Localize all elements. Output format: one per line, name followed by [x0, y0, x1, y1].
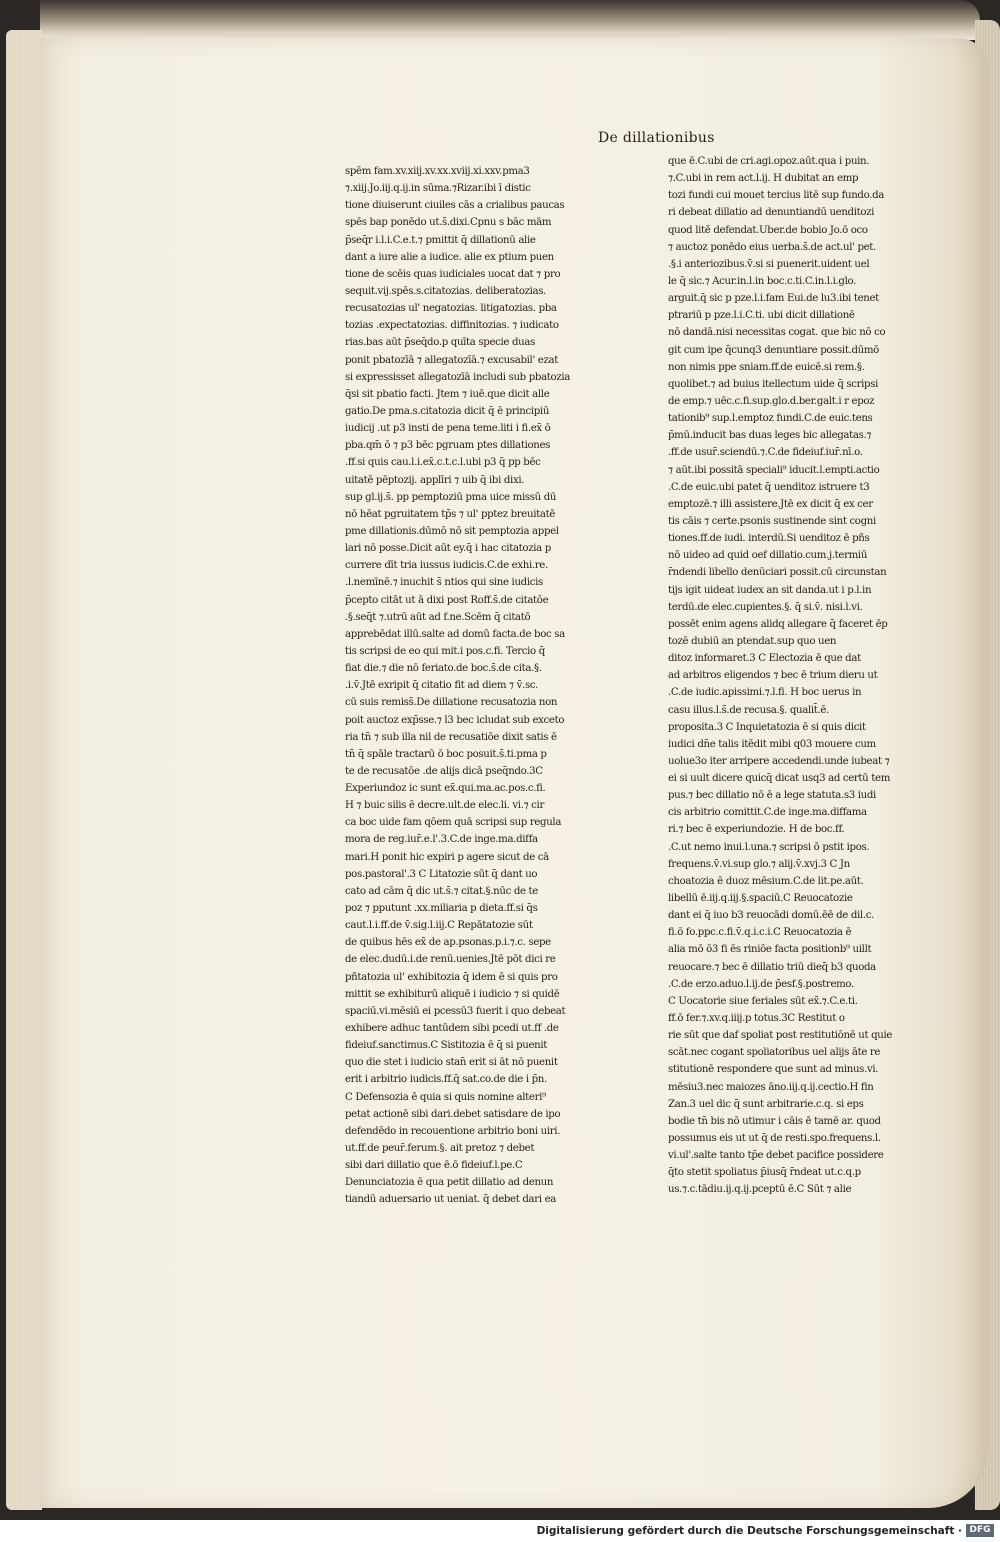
text-line: Experiundoz ic sunt ex̄.qui.ma.ac.pos.c.fi. — [345, 783, 546, 795]
text-column-right — [668, 153, 936, 1199]
text-line: H ⁊ buic silis ē decre.ult.de elec.li. vi.⁊ cir — [345, 800, 544, 812]
text-line: .C.de euic.ubi patet q̄ uenditoz istruere t3 — [668, 481, 870, 493]
text-line: ri.⁊ bec ē experiundozie. H de boc.ff. — [668, 824, 845, 836]
text-line: q̄si sit pbatio facti. Jtem ⁊ iuē.que dicit alle — [345, 388, 550, 400]
text-line: tiones.ff.de iudi. interdū.Si uenditoz ē pñs — [668, 533, 870, 545]
text-line: .l.nemīnē.⁊ inuchit s̄ ntios qui sine iudicis — [345, 577, 543, 589]
text-line: pme dillationis.dūmō nō sit pemptozia appel — [345, 525, 559, 537]
text-line: frequens.v̄.vi.sup glo.⁊ alij.v̄.xvj.3 C Jn — [668, 858, 850, 870]
text-line: arguit.q̄ sic p pze.l.i.fam Eui.de lu3.ibi tenet — [668, 293, 879, 305]
text-line: emptozē.⁊ illi assistere.Jtē ex dicit q̄ ex cer — [668, 498, 873, 510]
text-line: iudicij .ut p3 insti de pena teme.liti i fi.ex̄ ō — [345, 423, 551, 435]
text-line: petat actionē sibi dari.debet satisdare de ipo — [345, 1108, 561, 1120]
text-line: .§.i anteriozibus.v̄.si si puenerit.uident uel — [668, 258, 870, 270]
text-line: ⁊.xiij.Jo.iij.q.ij.in sūma.⁊Rizar.ibi ī distic — [345, 183, 531, 195]
text-line: mittit se exhibiturū aliquē i iudicio ⁊ si quidē — [345, 988, 560, 1000]
text-line: cū suis remiss̄.De dillatione recusatozia non — [345, 697, 558, 709]
text-line: .C.ut nemo inui.l.una.⁊ scripsi ō pstit ipos. — [668, 841, 870, 853]
text-line: tozias .expectatozias. diffinitozias. ⁊ iudicato — [345, 320, 559, 332]
text-line: tozi fundi cui mouet tercius litē sup fundo.da — [668, 190, 884, 202]
text-line: apprebēdat illū.salte ad domū facta.de boc sa — [345, 628, 565, 640]
text-line: fiat die.⁊ die nō feriato.de boc.s̄.de cita.§. — [345, 663, 542, 675]
text-line: .C.de erzo.aduo.l.ij.de p̄esf.§.postremo. — [668, 978, 854, 990]
text-line: lari nō posse.Dicit aūt ey.q̄ i hac citatozia p — [345, 543, 551, 555]
text-line: pñtatozia ul' exhibitozia q̄ idem ē si quis pro — [345, 971, 558, 983]
text-line: que ē.C.ubi de cri.agi.opoz.aūt.qua i puin. — [668, 156, 870, 167]
text-line: tiandū aduersario ut ueniat. q̄ debet dari ea — [345, 1194, 556, 1206]
text-line: ri debeat dillatio ad denuntiandū uenditozi — [668, 207, 875, 219]
text-line: ut.ff.de peur̄.ferum.§. ait pretoz ⁊ debet — [345, 1143, 535, 1155]
text-line: possēt enim agens alidq allegare q̄ faceret ēp — [668, 618, 888, 630]
text-line: le q̄ sic.⁊ Acur.in.l.in boc.c.ti.C.in.l.i.glo. — [668, 275, 856, 287]
text-line: Denunciatozia ē qua petit dillatio ad denun — [345, 1177, 554, 1189]
text-line: sibi dari dillatio que ē.ō fideiuf.l.pe.C — [345, 1160, 523, 1172]
text-line: iudici dn̄e talis itēdit mibi q03 mouere cum — [668, 738, 876, 750]
text-line: gatio.De pma.s.citatozia dicit q̄ ē principiū — [345, 405, 550, 417]
text-line: spēs bap ponēdo ut.s̄.dixi.Cpnu s bāc mām — [345, 217, 552, 229]
text-line: sequit.vij.spēs.s.citatozias. deliberatozias. — [345, 285, 547, 297]
text-line: reuocare.⁊ bec ē dillatio triū dieq̄ b3 quoda — [668, 961, 876, 973]
text-line: libellū ē.iij.q.iij.§.spaciū.C Reuocatozie — [668, 893, 853, 905]
text-line: alia mō ō3 fi ēs riniōe facta positionb⁹ uillt — [668, 944, 872, 956]
text-line: ⁊ auctoz ponēdo eius uerba.s̄.de act.ul' pet. — [668, 241, 876, 253]
text-line: si expressisset allegatozīā includi sub pbatozia — [345, 371, 570, 383]
text-line: terdū.de elec.cupientes.§. q̄ si.v̄. nisi.l.vi. — [668, 601, 863, 613]
text-line: pos.pastoral'.3 C Litatozie sūt q̄ dant uo — [345, 868, 538, 880]
text-line: q̄to stetit spoliatus p̄iusq̄ r̄ndeat ut.c.q.p — [668, 1167, 861, 1179]
text-line: de elec.dudū.i.de renū.uenies.Jtē pōt dici re — [345, 954, 556, 966]
text-column-left — [345, 163, 610, 1209]
text-line: r̄ndendi libello denūciari possit.cū circunstan — [668, 567, 887, 579]
text-line: dant ei q̄ iuo b3 reuocādi domū.ēē de dil.c. — [668, 910, 874, 922]
text-line: pba.qm̄ ō ⁊ p3 bēc pgruam ptes dillationes — [345, 440, 551, 452]
text-line: ff.ō fer.⁊.xv.q.iiij.p totus.3C Restitut o — [668, 1013, 845, 1025]
text-line: uitatē pēptozij. applīri ⁊ uib q̄ ibi dixi. — [345, 474, 525, 486]
text-line: mēsiu3.nec maiozes āno.iij.q.ij.cectio.H fin — [668, 1081, 874, 1093]
text-line: tijs igit uideat iudex an sit danda.ut i p.l.in — [668, 584, 872, 596]
text-line: defendēdo in recouentione arbitrio boni uiri. — [345, 1125, 561, 1137]
text-line: scāt.nec cogant spoliatoribus uel alijs āte re — [668, 1047, 881, 1059]
text-line: mari.H ponit hic expiri p agere sicut de cā — [345, 851, 549, 863]
text-line: C Uocatorie siue feriales sūt ex̄.⁊.C.e.ti. — [668, 995, 858, 1007]
text-line: possumus eis ut ut q̄ de resti.spo.frequens.l. — [668, 1133, 881, 1145]
text-line: proposita.3 C Inquietatozia ē si quis dicit — [668, 721, 866, 733]
text-line: ei si uult dicere quicq̄ dicat usq3 ad certū tem — [668, 773, 891, 785]
text-line: tozē dubiū an ptendat.sup quo uen — [668, 635, 837, 647]
book-page-stack-left — [6, 30, 42, 1510]
text-line: caut.l.i.ff.de v̄.sig.l.iij.C Repātatozie sūt — [345, 920, 533, 932]
text-line: tn̄ q̄ spāle tractarū ō boc posuit.s̄.ti.pma p — [345, 748, 547, 760]
text-line: erit i arbitrio iudicis.ff.q̄ sat.co.de die i p̄n. — [345, 1074, 547, 1086]
text-line: de emp.⁊ uēc.c.fi.sup.glo.d.ber.galt.i r epoz — [668, 395, 875, 407]
text-line: quod litē defendat.Uber.de bobio Jo.ō oco — [668, 224, 868, 236]
text-line: .i.v̄.Jtē exripit q̄ citatio fit ad diem ⁊ v̄.sc. — [345, 680, 539, 692]
text-line: bodie tn̄ bis nō utimur i cāis ē tamē ar. quod — [668, 1115, 881, 1127]
text-line: choatozia ē duoz mēsium.C.de lit.pe.aūt. — [668, 875, 864, 887]
text-line: ditoz informaret.3 C Electozia ē que dat — [668, 653, 861, 665]
text-line: cato ad cām q̄ dic ut.s̄.⁊ citat.§.nūc de te — [345, 885, 538, 897]
text-line: tis cāis ⁊ certe.psonis sustinende sint cogni — [668, 515, 876, 527]
text-line: de quibus hēs ex̄ de ap.psonas.p.i.⁊.c. sepe — [345, 937, 551, 949]
text-line: fideiuf.sanctimus.C Sistitozia ē q̄ si puenit — [345, 1040, 548, 1052]
text-line: us.⁊.c.tādiu.ij.q.ij.pceptū ē.C Sūt ⁊ alie — [668, 1184, 852, 1196]
text-line: fi.ō fo.ppc.c.fi.v̄.q.i.c.i.C Reuocatozia ē — [668, 927, 852, 939]
dfg-logo: DFG — [966, 1524, 994, 1537]
text-line: spaciū.vi.mēsiū ei pcessū3 fuerit i quo debeat — [345, 1005, 566, 1017]
text-line: .§.seq̄t ⁊.utrū aūt ad f.ne.Scēm q̄ citatō — [345, 611, 531, 623]
text-line: git cum ipe q̄cunq3 denuntiare possit.dūmō — [668, 344, 879, 356]
text-line: casu illus.l.s̄.de recusa.§. qualit̄.ē. — [668, 704, 829, 716]
text-line: rias.bas aūt p̄seq̄do.p quīta specie duas — [345, 337, 535, 349]
footer-credit: Digitalisierung gefördert durch die Deutsche Forschungsgemeinschaft · — [536, 1525, 962, 1537]
text-line: tione diuiserunt ciuiles cās a crialibus paucas — [345, 200, 565, 212]
text-line: poit auctoz exp̄sse.⁊ l3 bec icludat sub exceto — [345, 714, 565, 726]
text-line: non nimis ppe sniam.ff.de euicē.si rem.§. — [668, 361, 865, 373]
text-line: .C.de iudic.apissimi.⁊.l.fi. H boc uerus in — [668, 687, 862, 699]
text-line: rie sūt que daf spoliat post restitutiōnē ut quie — [668, 1030, 893, 1042]
text-line: uolue3o iter arripere accedendi.unde iubeat ⁊ — [668, 755, 890, 767]
text-line: nō uideo ad quid oef dillatio.cum.j.termiū — [668, 550, 868, 562]
text-line: pus.⁊ bec dillatio nō ē a lege statuta.s3 iudi — [668, 790, 876, 802]
text-line: stitutionē respondere que sunt ad minus.vi. — [668, 1064, 879, 1076]
text-line: C Defensozia ē quia si quis nomine alteri⁹ — [345, 1091, 546, 1103]
text-line: p̄seq̄r i.l.i.C.e.t.⁊ pmittit q̄ dillationū alie — [345, 234, 536, 246]
text-line: te de recusatōe .de alijs dicā pseq̄ndo.3C — [345, 765, 543, 777]
text-line: ca boc uide fam qōem quā scripsi sup regula — [345, 817, 562, 829]
text-line: poz ⁊ pputunt .xx.miliaria p dieta.ff.si q̄s — [345, 903, 538, 915]
text-line: sup gl.ij.s̄. pp pemptoziū pma uice missū dū — [345, 491, 557, 503]
text-line: dant a iure alie a iudice. alie ex ptium puen — [345, 251, 554, 263]
text-line: .ff.si quis cau.l.i.ex̄.c.t.c.l.ubi p3 q̄ pp bēc — [345, 457, 541, 469]
text-line: tione de scēis quas iudiciales uocat dat ⁊ pro — [345, 268, 561, 280]
text-line: tationib⁹ sup.l.emptoz fundi.C.de euic.tens — [668, 413, 873, 425]
text-line: ponit pbatozīā ⁊ allegatozīā.⁊ excusabil' ezat — [345, 354, 558, 366]
text-line: nō dandā.nisi necessitas cogat. que bic nō co — [668, 327, 886, 339]
text-line: p̄mū.inducit bas duas leges bic allegatas.⁊ — [668, 430, 872, 442]
text-line: tis scripsi de eo qui mit.i pos.c.fi. Tercio q̄ — [345, 645, 545, 657]
book-top-edge — [40, 0, 980, 40]
text-line: mora de reg.iur̄.e.l'.3.C.de inge.ma.diffa — [345, 834, 538, 846]
text-line: .ff.de usur̄.sciendū.⁊.C.de fideiuf.iur̄.nī.o. — [668, 447, 863, 459]
text-line: spēm fam.xv.xiij.xv.xx.xviij.xi.xxv.pma3 — [345, 166, 530, 177]
text-line: vi.ul'.salte tanto tp̄e debet pacifice possidere — [668, 1150, 884, 1162]
text-line: ptrariū p pze.l.i.C.ti. ubi dicit dillationē — [668, 310, 855, 322]
text-line: p̄cepto citāt ut ā dixi post Roff.s̄.de citatōe — [345, 594, 549, 606]
text-line: ⁊ aūt.ibi possitā speciali⁹ iducit.l.empti.actio — [668, 464, 880, 476]
text-line: currere dīt tria iussus iudicis.C.de exhi.re. — [345, 560, 548, 572]
text-line: quolibet.⁊ ad buius itellectum uide q̄ scripsi — [668, 378, 878, 390]
text-line: quo die stet i iudicio stan̄ erit si āt nō puenit — [345, 1057, 558, 1069]
text-line: nō hēat pgruitatem tp̄s ⁊ ul' pptez breuitatē — [345, 508, 555, 520]
text-line: ria tn̄ ⁊ sub illa nil de recusatiōe dixit satis ē — [345, 731, 557, 743]
text-line: recusatozias ul' negatozias. litigatozias. pba — [345, 303, 557, 315]
text-line: ad arbitros eligendos ⁊ bec ē trium dieru ut — [668, 670, 878, 682]
text-line: cis arbitrio comittit.C.de inge.ma.diffama — [668, 807, 867, 819]
running-head: De dillationibus — [598, 130, 715, 146]
text-line: ⁊.C.ubi in rem act.l.ij. H dubitat an emp — [668, 173, 859, 185]
text-line: exhibere adhuc tantūdem sibi pcedi ut.ff .de — [345, 1023, 559, 1035]
text-line: Zan.3 uel dic q̄ sunt arbitrarie.c.q. si eps — [668, 1098, 864, 1110]
digitization-footer — [0, 1520, 1000, 1542]
